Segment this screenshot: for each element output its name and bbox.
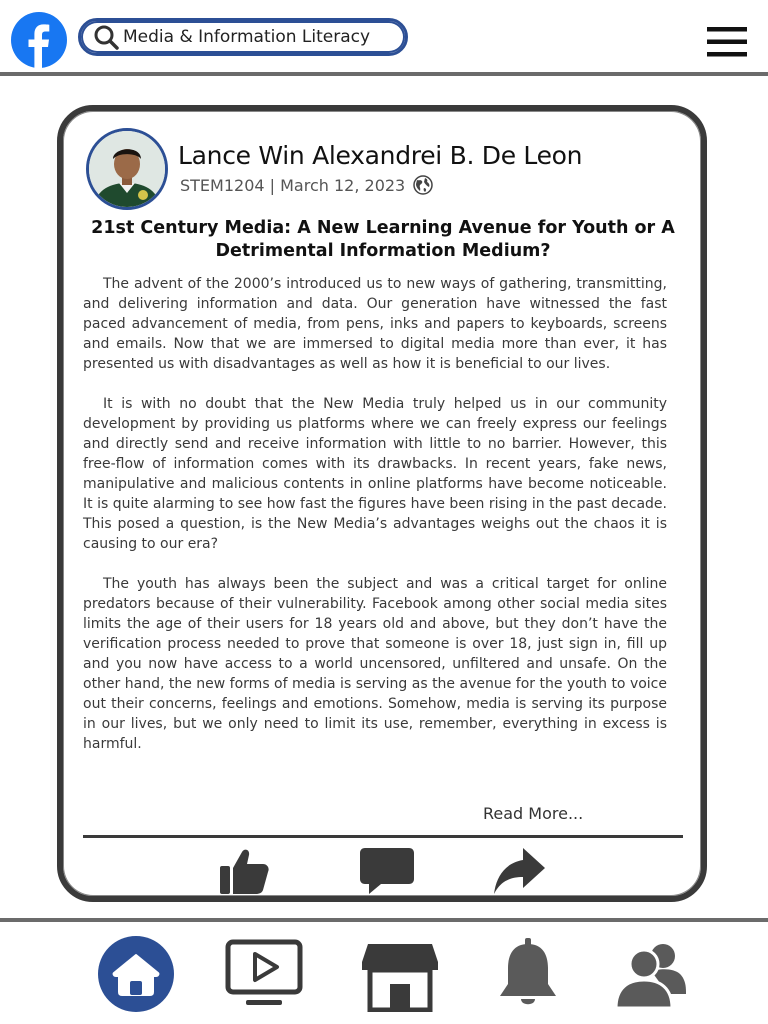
home-icon[interactable] (96, 936, 176, 1012)
post-date: STEM1204 | March 12, 2023 (180, 175, 406, 195)
post-paragraph: It is with no doubt that the New Media truly helped us in our community development by providing us platforms where we can freely express our feelings and directly send and receive information with little to no barrier. However, this free-flow of information comes with its drawbacks. In recent years, fake news, manipulative and malicious contents in online platforms have become noticeable. It is quite alarming to see how fast the figures have been rising in the past decade. This posed a question, is the New Media’s advantages weighs out the chaos it is causing to our era? (83, 396, 667, 552)
read-more-link[interactable]: Read More... (483, 804, 584, 823)
post-meta (180, 175, 433, 195)
post-card (57, 105, 707, 902)
friends-icon[interactable] (612, 936, 692, 1012)
top-divider (0, 72, 768, 76)
search-icon (93, 24, 119, 50)
post-body (83, 274, 667, 774)
top-bar (0, 0, 768, 76)
marketplace-icon[interactable] (360, 936, 440, 1012)
bottom-divider (0, 918, 768, 922)
search-input[interactable]: Media & Information Literacy (123, 27, 371, 47)
profile-photo (89, 131, 165, 207)
video-icon[interactable] (224, 936, 304, 1012)
post-title: 21st Century Media: A New Learning Avenue for Youth or A Detrimental Information Medium? (91, 218, 675, 261)
post-paragraph: The advent of the 2000’s introduced us to new ways of gathering, transmitting, and delivering information and data. Our generation have witnessed the fast paced advancement of media, from pens, inks and papers to keyboards, screens and emails. Now that we are immersed to digital media more than ever, it has presented us with disadvantages as well as how it is beneficial to our lives. (83, 276, 667, 372)
post-paragraph: The youth has always been the subject and was a critical target for online predators because of their vulnerability. Facebook among other social media sites limits the age of their users for 18 years old and above, but they don’t have the verification process needed to prove that someone is over 18, just sign in, fill up and you now have access to a world uncensored, unfiltered and unsafe. On the other hand, the new forms of media is serving as the avenue for the youth to voice out their concerns, feelings and emotions. Somehow, media is serving its purpose in our lives, but we only need to limit its use, remember, everything in excess is harmful. (83, 576, 667, 752)
search-bar[interactable] (78, 18, 408, 56)
globe-icon (413, 175, 433, 195)
comment-icon[interactable] (359, 846, 415, 896)
thumbs-up-icon[interactable] (218, 846, 274, 896)
avatar[interactable] (86, 128, 168, 210)
bell-icon[interactable] (488, 936, 568, 1012)
share-icon[interactable] (491, 846, 547, 896)
facebook-logo-icon[interactable] (11, 12, 67, 68)
card-divider (83, 835, 683, 838)
author-name[interactable]: Lance Win Alexandrei B. De Leon (178, 141, 583, 170)
hamburger-menu-icon[interactable] (707, 27, 747, 57)
